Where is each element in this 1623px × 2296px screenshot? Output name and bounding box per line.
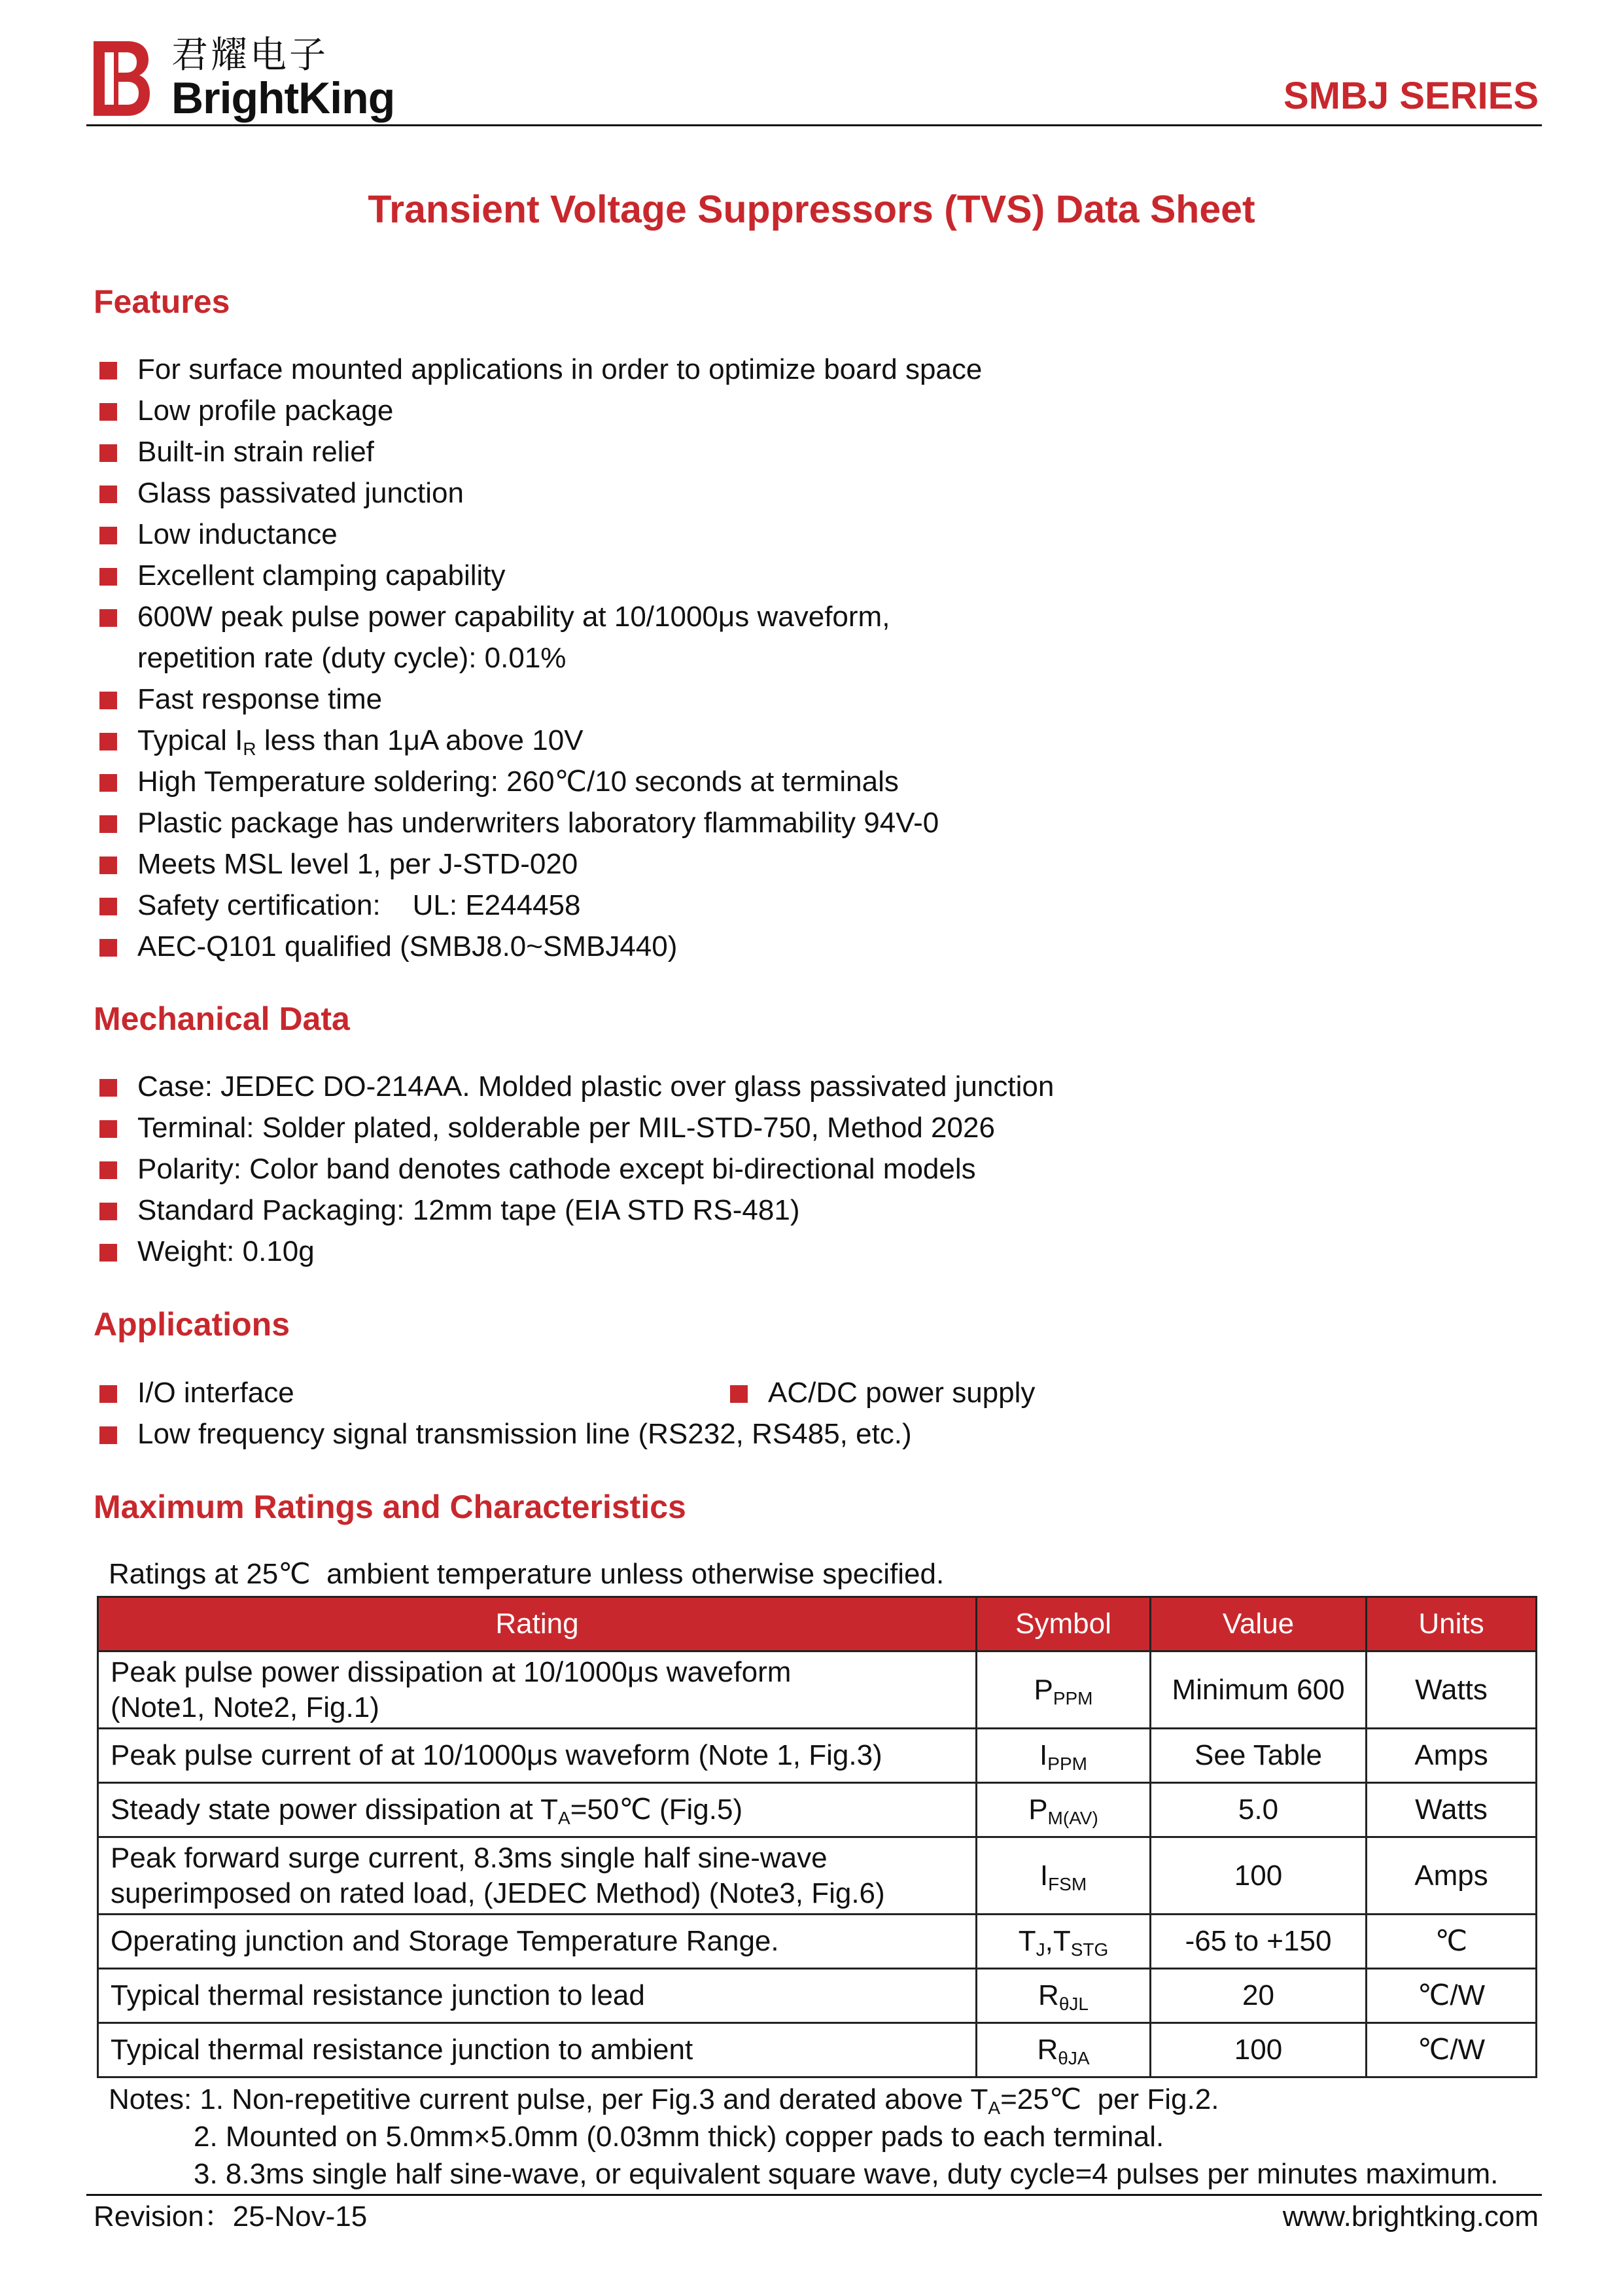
bullet-square-icon <box>99 692 117 709</box>
bullet-square-icon <box>99 1244 117 1262</box>
bullet-square-icon <box>99 444 117 462</box>
units-cell: ℃/W <box>1367 2023 1537 2077</box>
bullet-square-icon <box>99 939 117 957</box>
list-item: I/O interface <box>97 1372 294 1413</box>
rating-cell: Peak pulse power dissipation at 10/1000μs waveform (Note1, Note2, Fig.1) <box>98 1651 977 1729</box>
value-cell: -65 to +150 <box>1151 1915 1367 1969</box>
list-item: Plastic package has underwriters laboratory flammability 94V-0 <box>97 802 982 843</box>
list-item: Built-in strain relief <box>97 431 982 472</box>
note-1: Notes: 1. Non-repetitive current pulse, per Fig.3 and derated above $T_A=25℃$ per Fig.2. <box>109 2083 1219 2118</box>
bullet-square-icon <box>99 1120 117 1138</box>
list-item: Fast response time <box>97 679 982 720</box>
units-cell: ℃/W <box>1367 1969 1537 2023</box>
rating-cell: Operating junction and Storage Temperature Range. <box>98 1915 977 1969</box>
ratings-table <box>97 1596 1537 2078</box>
document-title: Transient Voltage Suppressors (TVS) Data Sheet <box>368 188 1255 231</box>
list-item: Meets MSL level 1, per J-STD-020 <box>97 843 982 885</box>
applications-heading: Applications <box>94 1306 290 1343</box>
table-row <box>98 1837 1537 1915</box>
value-cell: 5.0 <box>1151 1783 1367 1837</box>
units-cell: Amps <box>1367 1837 1537 1915</box>
rating-cell: Typical thermal resistance junction to lead <box>98 1969 977 2023</box>
bullet-square-icon <box>99 733 117 751</box>
value-cell: 100 <box>1151 2023 1367 2077</box>
header-divider <box>86 124 1542 126</box>
table-header-row <box>98 1597 1537 1651</box>
brand-chinese-name: 君耀电子 <box>171 34 328 75</box>
bullet-square-icon <box>99 774 117 792</box>
bullet-square-icon <box>99 857 117 874</box>
column-header-rating: Rating <box>98 1597 977 1651</box>
value-cell: 100 <box>1151 1837 1367 1915</box>
list-item: Terminal: Solder plated, solderable per MIL-STD-750, Method 2026 <box>97 1107 1054 1148</box>
table-row <box>98 1783 1537 1837</box>
list-item: Typical $I_R$ less than 1μA above 10V <box>97 720 982 761</box>
symbol-cell: $R_{\theta JL}$ <box>977 1969 1151 2023</box>
table-row <box>98 2023 1537 2077</box>
features-list <box>97 349 982 967</box>
table-row <box>98 1729 1537 1783</box>
list-item: Excellent clamping capability <box>97 555 982 596</box>
symbol-cell: $T_J,T_{STG}$ <box>977 1915 1151 1969</box>
list-item: Low profile package <box>97 390 982 431</box>
symbol-cell: $P_{PPM}$ <box>977 1651 1151 1729</box>
units-cell: Watts <box>1367 1651 1537 1729</box>
list-item: High Temperature soldering: 260℃/10 seconds at terminals <box>97 761 982 802</box>
units-cell: Amps <box>1367 1729 1537 1783</box>
revision-date: Revision：25-Nov-15 <box>94 2200 368 2233</box>
mechanical-list <box>97 1066 1054 1272</box>
symbol-cell: $P_{M(AV)}$ <box>977 1783 1151 1837</box>
bullet-square-icon <box>99 1203 117 1220</box>
value-cell: 20 <box>1151 1969 1367 2023</box>
bullet-square-icon <box>730 1385 748 1403</box>
bullet-square-icon <box>99 1426 117 1444</box>
bullet-square-icon <box>99 1385 117 1403</box>
mechanical-data-heading: Mechanical Data <box>94 1000 350 1037</box>
table-row <box>98 1969 1537 2023</box>
symbol-cell: $I_{FSM}$ <box>977 1837 1151 1915</box>
bullet-square-icon <box>99 815 117 833</box>
footer-divider <box>86 2194 1542 2196</box>
list-item: Polarity: Color band denotes cathode except bi-directional models <box>97 1148 1054 1190</box>
series-title: SMBJ SERIES <box>1283 75 1539 117</box>
rating-cell: Peak pulse current of at 10/1000μs waveform (Note 1, Fig.3) <box>98 1729 977 1783</box>
bullet-square-icon <box>99 609 117 627</box>
bullet-square-icon <box>99 362 117 380</box>
brightking-logo-icon <box>94 41 150 116</box>
brand-name: BrightKing <box>171 73 395 123</box>
notes <box>109 2081 1498 2193</box>
list-item: Case: JEDEC DO-214AA. Molded plastic over glass passivated junction <box>97 1066 1054 1107</box>
table-row <box>98 1915 1537 1969</box>
list-item: AC/DC power supply <box>727 1372 1035 1413</box>
bullet-square-icon <box>99 1079 117 1097</box>
ratings-heading: Maximum Ratings and Characteristics <box>94 1489 686 1525</box>
units-cell: ℃ <box>1367 1915 1537 1969</box>
value-cell: See Table <box>1151 1729 1367 1783</box>
column-header-value: Value <box>1151 1597 1367 1651</box>
table-row <box>98 1651 1537 1729</box>
bullet-square-icon <box>99 486 117 503</box>
rating-cell: Peak forward surge current, 8.3ms single half sine-wave superimposed on rated load, (JEDEC Method) (Note3, Fig.6) <box>98 1837 977 1915</box>
rating-cell: Typical thermal resistance junction to ambient <box>98 2023 977 2077</box>
note-3: 3. 8.3ms single half sine-wave, or equivalent square wave, duty cycle=4 pulses per minutes maximum. <box>194 2158 1499 2190</box>
value-cell: Minimum 600 <box>1151 1651 1367 1729</box>
list-item: AEC-Q101 qualified (SMBJ8.0~SMBJ440) <box>97 926 982 967</box>
website-url: www.brightking.com <box>1282 2200 1539 2233</box>
features-heading: Features <box>94 283 230 320</box>
bullet-square-icon <box>99 527 117 544</box>
list-item: 600W peak pulse power capability at 10/1000μs waveform, repetition rate (duty cycle): 0.01% <box>97 596 982 679</box>
list-item: Low inductance <box>97 514 982 555</box>
list-item: Weight: 0.10g <box>97 1231 1054 1272</box>
bullet-square-icon <box>99 403 117 421</box>
bullet-square-icon <box>99 898 117 915</box>
column-header-symbol: Symbol <box>977 1597 1151 1651</box>
rating-cell: Steady state power dissipation at $T_A=50℃$ (Fig.5) <box>98 1783 977 1837</box>
column-header-units: Units <box>1367 1597 1537 1651</box>
bullet-square-icon <box>99 568 117 586</box>
bullet-square-icon <box>99 1161 117 1179</box>
units-cell: Watts <box>1367 1783 1537 1837</box>
note-2: 2. Mounted on 5.0mm×5.0mm (0.03mm thick) copper pads to each terminal. <box>194 2121 1164 2153</box>
list-item: Safety certification: UL: E244458 <box>97 885 982 926</box>
ratings-condition-note: Ratings at 25℃ ambient temperature unless otherwise specified. <box>109 1558 945 1590</box>
list-item: Low frequency signal transmission line (RS232, RS485, etc.) <box>97 1413 912 1455</box>
list-item: For surface mounted applications in order to optimize board space <box>97 349 982 390</box>
symbol-cell: $I_{PPM}$ <box>977 1729 1151 1783</box>
list-item: Standard Packaging: 12mm tape (EIA STD RS-481) <box>97 1190 1054 1231</box>
list-item: Glass passivated junction <box>97 472 982 514</box>
symbol-cell: $R_{\theta JA}$ <box>977 2023 1151 2077</box>
